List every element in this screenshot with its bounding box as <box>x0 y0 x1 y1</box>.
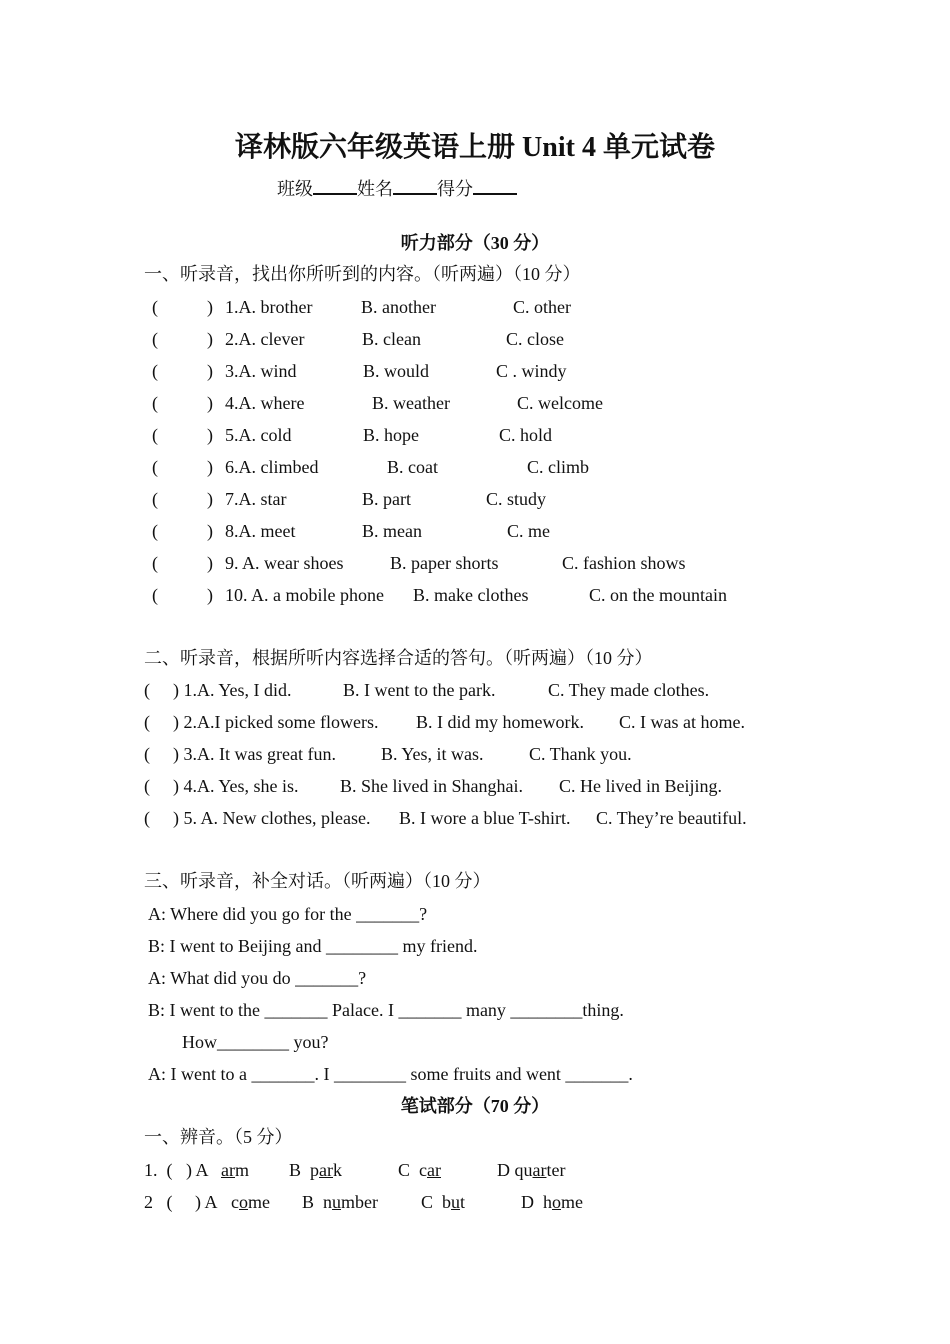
answer-paren-open: ( <box>152 393 158 413</box>
writing-heading: 笔试部分（70 分） <box>400 1096 550 1116</box>
answer-paren-close: ) <box>207 521 213 541</box>
option-label: D <box>521 1192 534 1212</box>
answer-paren-open: ( <box>144 680 150 700</box>
word-part: n <box>323 1192 333 1212</box>
word-part: me <box>561 1192 583 1212</box>
option-c <box>398 1159 441 1181</box>
answer-paren-open: ( <box>152 553 158 573</box>
option-c: C. on the mountain <box>589 585 727 605</box>
answer-paren-open: ( <box>152 585 158 605</box>
option-a: 7.A. star <box>225 489 287 509</box>
answer-paren-close: ) <box>207 425 213 445</box>
option-c: C. climb <box>527 457 589 477</box>
word-part: c <box>231 1192 239 1212</box>
option-a: 9. A. wear shoes <box>225 553 344 573</box>
name-label: 姓名 <box>357 179 393 199</box>
answer-paren-open: ( <box>152 361 158 381</box>
answer-paren-open: ( <box>144 776 150 796</box>
option-b: B. another <box>361 297 436 317</box>
answer-paren-open: ( <box>144 808 150 828</box>
word-part: k <box>333 1160 342 1180</box>
option-a: 6.A. climbed <box>225 457 319 477</box>
option-label: B <box>302 1192 315 1212</box>
option-c: C. other <box>513 297 571 317</box>
option-b <box>289 1159 342 1181</box>
option-a: 2.A. clever <box>225 329 305 349</box>
answer-paren-close: ) <box>207 361 213 381</box>
word-part: qu <box>514 1160 533 1180</box>
answer-paren-close: ) <box>207 297 213 317</box>
answer-paren-close: ) <box>207 393 213 413</box>
option-a: 4.A. where <box>225 393 305 413</box>
word-part: mber <box>341 1192 378 1212</box>
word-part: c <box>419 1160 428 1180</box>
underlined-letters: ar <box>427 1160 441 1180</box>
option-a: 1.A. brother <box>225 297 313 317</box>
option-c: C. hold <box>499 425 553 445</box>
option-c: C. Thank you. <box>529 744 632 764</box>
option-c: C. They made clothes. <box>548 680 710 700</box>
underlined-letters: u <box>332 1192 342 1212</box>
option-b: B. part <box>362 489 411 509</box>
underlined-letters: u <box>451 1192 461 1212</box>
option-b: B. mean <box>362 521 422 541</box>
score-blank <box>473 175 517 195</box>
word-part: p <box>310 1160 320 1180</box>
student-info <box>277 175 517 200</box>
answer-paren-open: ( <box>152 425 158 445</box>
option-label: C <box>421 1192 434 1212</box>
option-b: B. I wore a blue T-shirt. <box>399 808 571 828</box>
dialogue-line: B: I went to the _______ Palace. I _______ many ________thing. <box>148 1000 624 1020</box>
underlined-letters: o <box>552 1192 561 1212</box>
option-d <box>521 1191 583 1213</box>
option-a: 5.A. cold <box>225 425 292 445</box>
answer-paren-close: ) <box>207 489 213 509</box>
underlined-letters: o <box>239 1192 248 1212</box>
dialogue-line: A: What did you do _______? <box>148 968 367 988</box>
option-b: B. paper shorts <box>390 553 499 573</box>
option-c: C. welcome <box>517 393 603 413</box>
option-d <box>497 1159 565 1181</box>
option-a: 10. A. a mobile phone <box>225 585 384 605</box>
dialogue-line: How________ you? <box>182 1032 329 1052</box>
word-part: b <box>442 1192 452 1212</box>
option-a: 8.A. meet <box>225 521 296 541</box>
option-label: D <box>497 1160 510 1180</box>
word-part: t <box>460 1192 466 1212</box>
answer-paren-open: ( <box>152 297 158 317</box>
name-blank <box>393 175 437 195</box>
option-c: C. He lived in Beijing. <box>559 776 722 796</box>
dialogue-line: A: I went to a _______. I ________ some fruits and went _______. <box>148 1064 633 1084</box>
answer-paren-close: ) <box>207 585 213 605</box>
listening-part1-instruction: 一、听录音，找出你所听到的内容。（听两遍）（10 分） <box>144 264 581 284</box>
option-a: ) 3.A. It was great fun. <box>173 744 336 764</box>
question-number: 1. ( ) A <box>144 1160 209 1180</box>
dialogue-line: A: Where did you go for the _______? <box>148 904 428 924</box>
option-c <box>421 1191 465 1213</box>
word-part: m <box>234 1160 249 1180</box>
option-a <box>221 1159 249 1181</box>
option-c: C. me <box>507 521 550 541</box>
word-part: me <box>248 1192 270 1212</box>
question-number: 2 ( ) A <box>144 1192 218 1212</box>
listening-part3-instruction: 三、听录音，补全对话。（听两遍）（10 分） <box>144 871 491 891</box>
option-a: ) 1.A. Yes, I did. <box>173 680 292 700</box>
option-c: C. I was at home. <box>619 712 745 732</box>
option-b: B. She lived in Shanghai. <box>340 776 523 796</box>
option-c: C. They’re beautiful. <box>596 808 747 828</box>
answer-paren-open: ( <box>152 329 158 349</box>
option-c: C. fashion shows <box>562 553 686 573</box>
word-part: h <box>543 1192 552 1212</box>
option-a: ) 2.A.I picked some flowers. <box>173 712 379 732</box>
underlined-letters: ar <box>532 1160 547 1180</box>
option-a <box>231 1191 270 1213</box>
option-b: B. hope <box>363 425 419 445</box>
option-c: C . windy <box>496 361 567 381</box>
option-b: B. clean <box>362 329 421 349</box>
class-label: 班级 <box>277 179 313 199</box>
answer-paren-close: ) <box>207 329 213 349</box>
option-b: B. Yes, it was. <box>381 744 484 764</box>
page-title: 译林版六年级英语上册 Unit 4 单元试卷 <box>235 132 715 163</box>
listening-part2-instruction: 二、听录音，根据所听内容选择合适的答句。（听两遍）（10 分） <box>144 648 653 668</box>
answer-paren-open: ( <box>144 712 150 732</box>
option-b: B. make clothes <box>413 585 529 605</box>
answer-paren-close: ) <box>207 553 213 573</box>
writing-part1-instruction: 一、辨音。（5 分） <box>144 1127 293 1147</box>
option-c: C. close <box>506 329 564 349</box>
score-label: 得分 <box>437 179 473 199</box>
option-label: C <box>398 1160 411 1180</box>
option-b: B. weather <box>372 393 450 413</box>
underlined-letters: ar <box>221 1160 235 1180</box>
answer-paren-open: ( <box>144 744 150 764</box>
underlined-letters: ar <box>319 1160 333 1180</box>
option-b: B. coat <box>387 457 438 477</box>
option-b: B. I did my homework. <box>416 712 584 732</box>
option-a: ) 4.A. Yes, she is. <box>173 776 299 796</box>
listening-heading: 听力部分（30 分） <box>400 233 550 253</box>
option-c: C. study <box>486 489 547 509</box>
answer-paren-open: ( <box>152 521 158 541</box>
class-blank <box>313 175 357 195</box>
dialogue-line: B: I went to Beijing and ________ my friend. <box>148 936 478 956</box>
answer-paren-open: ( <box>152 457 158 477</box>
option-a: ) 5. A. New clothes, please. <box>173 808 371 828</box>
answer-paren-open: ( <box>152 489 158 509</box>
option-b: B. would <box>363 361 430 381</box>
option-b: B. I went to the park. <box>343 680 496 700</box>
option-b <box>302 1191 378 1213</box>
option-label: B <box>289 1160 302 1180</box>
word-part: ter <box>546 1160 566 1180</box>
option-a: 3.A. wind <box>225 361 297 381</box>
answer-paren-close: ) <box>207 457 213 477</box>
